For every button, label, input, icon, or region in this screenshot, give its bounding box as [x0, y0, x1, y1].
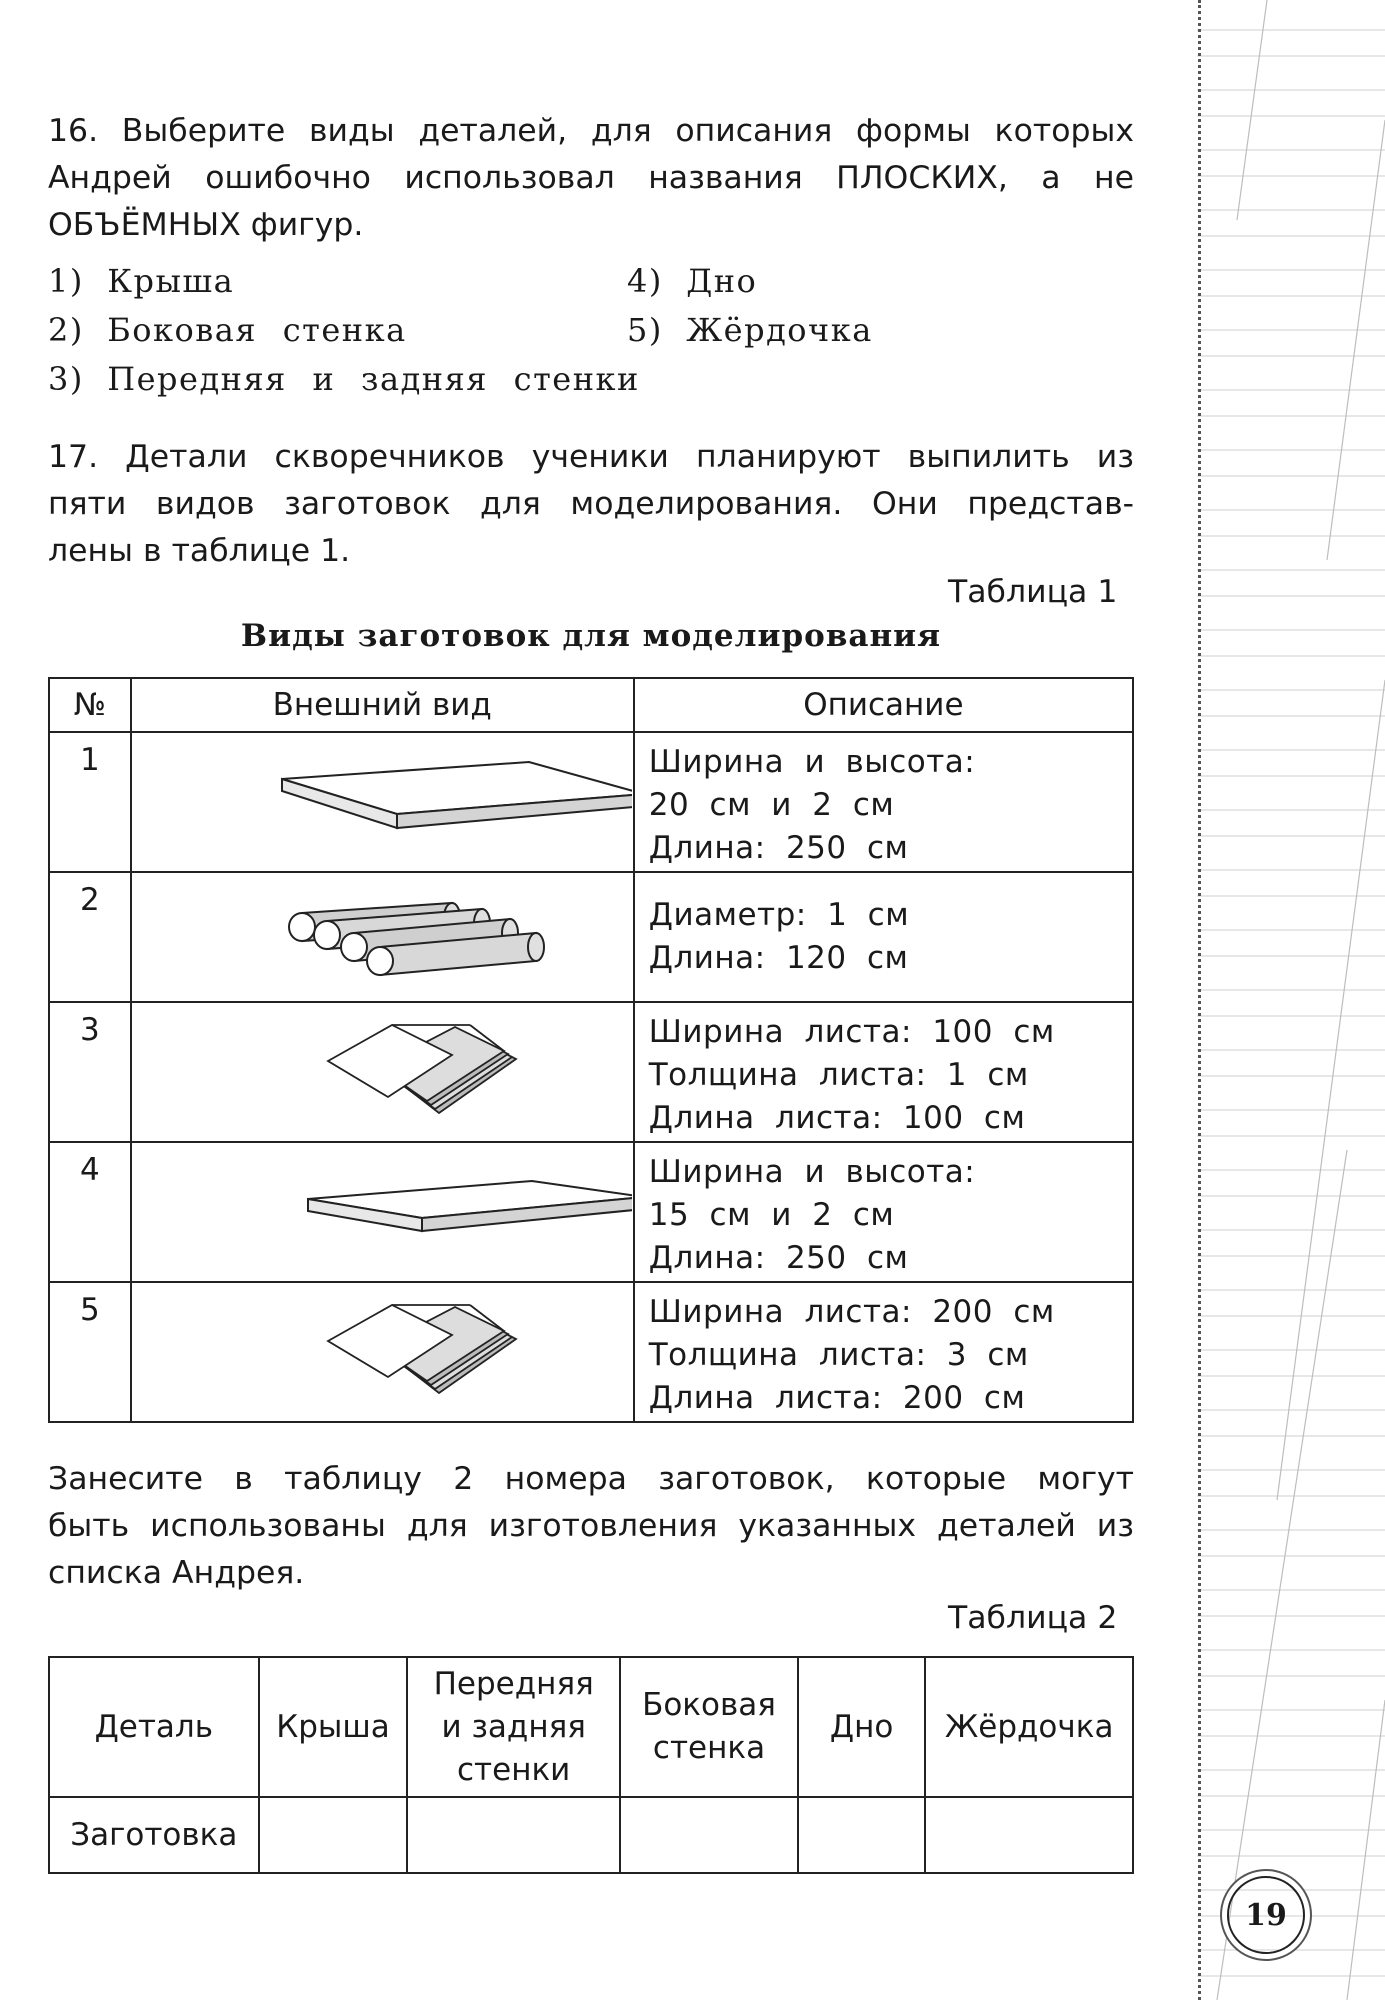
text-line: Занесите в таблицу 2 номера заготовок, которые могут [48, 1461, 1134, 1497]
answer-cell-bottom[interactable] [798, 1797, 925, 1873]
question-17-text [48, 434, 1134, 575]
text-line: 16. Выберите виды деталей, для описания формы которых [48, 113, 1134, 149]
description-cell [634, 1002, 1133, 1142]
description-line: Ширина и высота: [648, 744, 976, 780]
option-5 [627, 311, 873, 349]
answer-cell-roof[interactable] [259, 1797, 408, 1873]
description-line: 20 см и 2 см [648, 787, 895, 823]
description-cell [634, 732, 1133, 872]
dowel-rods-image [132, 873, 632, 1001]
answer-cell-front-back-walls[interactable] [407, 1797, 620, 1873]
row-number: 1 [49, 732, 131, 872]
row-number: 5 [49, 1282, 131, 1422]
blanks-table [48, 677, 1134, 1423]
row-number: 2 [49, 872, 131, 1002]
header-side-wall: Боковая стенка [620, 1657, 798, 1797]
text-line: лены в таблице 1. [48, 533, 351, 569]
header-number: № [49, 678, 131, 732]
text-line: Андрей ошибочно использовал названия ПЛОСКИХ, а не [48, 160, 1134, 196]
table-row [49, 732, 1133, 872]
description-line: Ширина листа: 200 см [648, 1294, 1055, 1330]
header-bottom: Дно [798, 1657, 925, 1797]
description-line: 15 см и 2 см [648, 1197, 895, 1233]
text-line: ОБЪЁМНЫХ фигур. [48, 207, 364, 243]
answer-row [49, 1797, 1133, 1873]
answer-table [48, 1656, 1134, 1874]
table-2-caption: Таблица 2 [948, 1600, 1118, 1636]
text-line: 17. Детали скворечников ученики планируют выпилить из [48, 439, 1134, 475]
option-text: Передняя и задняя стенки [107, 360, 640, 398]
answer-header-row [49, 1657, 1133, 1797]
row-label-blank: Заготовка [49, 1797, 259, 1873]
table-row [49, 1282, 1133, 1422]
header-appearance: Внешний вид [131, 678, 634, 732]
description-cell [634, 872, 1133, 1002]
description-cell [634, 1142, 1133, 1282]
description-line: Толщина листа: 1 см [648, 1057, 1029, 1093]
description-line: Длина: 120 см [648, 940, 909, 976]
description-line: Ширина и высота: [648, 1154, 976, 1190]
wide-plank-image [132, 733, 632, 871]
option-number: 1) [48, 262, 84, 300]
option-text: Боковая стенка [107, 311, 407, 349]
option-4 [627, 262, 757, 300]
sheet-stack-image [132, 1003, 632, 1141]
row-number: 3 [49, 1002, 131, 1142]
description-line: Длина листа: 100 см [648, 1100, 1026, 1136]
table-header-row [49, 678, 1133, 732]
option-text: Крыша [107, 262, 235, 300]
option-number: 3) [48, 360, 84, 398]
instruction-text [48, 1456, 1134, 1597]
ruled-margin [1197, 0, 1385, 2000]
option-number: 4) [627, 262, 663, 300]
text-line: быть использованы для изготовления указанных деталей из [48, 1508, 1134, 1544]
table-row [49, 1142, 1133, 1282]
table-row [49, 1002, 1133, 1142]
option-3 [48, 360, 640, 398]
option-number: 5) [627, 311, 663, 349]
description-line: Толщина листа: 3 см [648, 1337, 1029, 1373]
margin-lines-decoration [1197, 0, 1385, 2000]
appearance-cell [131, 732, 634, 872]
header-roof: Крыша [259, 1657, 408, 1797]
table-1-title: Виды заготовок для моделирования [240, 618, 942, 654]
option-number: 2) [48, 311, 84, 349]
margin-dotted-border [1198, 0, 1201, 2000]
option-2 [48, 311, 407, 349]
option-text: Жёрдочка [686, 311, 873, 349]
header-perch: Жёрдочка [925, 1657, 1133, 1797]
text-line: пяти видов заготовок для моделирования. Они представ- [48, 486, 1134, 522]
description-line: Длина листа: 200 см [648, 1380, 1026, 1416]
answer-cell-side-wall[interactable] [620, 1797, 798, 1873]
header-front-back-walls: Передняя и задняя стенки [407, 1657, 620, 1797]
appearance-cell [131, 1142, 634, 1282]
description-cell [634, 1282, 1133, 1422]
appearance-cell [131, 872, 634, 1002]
option-text: Дно [686, 262, 758, 300]
answer-cell-perch[interactable] [925, 1797, 1133, 1873]
appearance-cell [131, 1282, 634, 1422]
description-line: Ширина листа: 100 см [648, 1014, 1055, 1050]
header-description: Описание [634, 678, 1133, 732]
question-16-text [48, 108, 1134, 249]
table-row [49, 872, 1133, 1002]
description-line: Длина: 250 см [648, 1240, 909, 1276]
header-detail: Деталь [49, 1657, 259, 1797]
row-number: 4 [49, 1142, 131, 1282]
page-number: 19 [1227, 1876, 1305, 1954]
narrow-plank-image [132, 1143, 632, 1281]
text-line: списка Андрея. [48, 1555, 305, 1591]
appearance-cell [131, 1002, 634, 1142]
table-1-caption: Таблица 1 [948, 574, 1118, 610]
description-line: Длина: 250 см [648, 830, 909, 866]
description-line: Диаметр: 1 см [648, 897, 910, 933]
sheet-stack-image [132, 1283, 632, 1421]
option-1 [48, 262, 234, 300]
